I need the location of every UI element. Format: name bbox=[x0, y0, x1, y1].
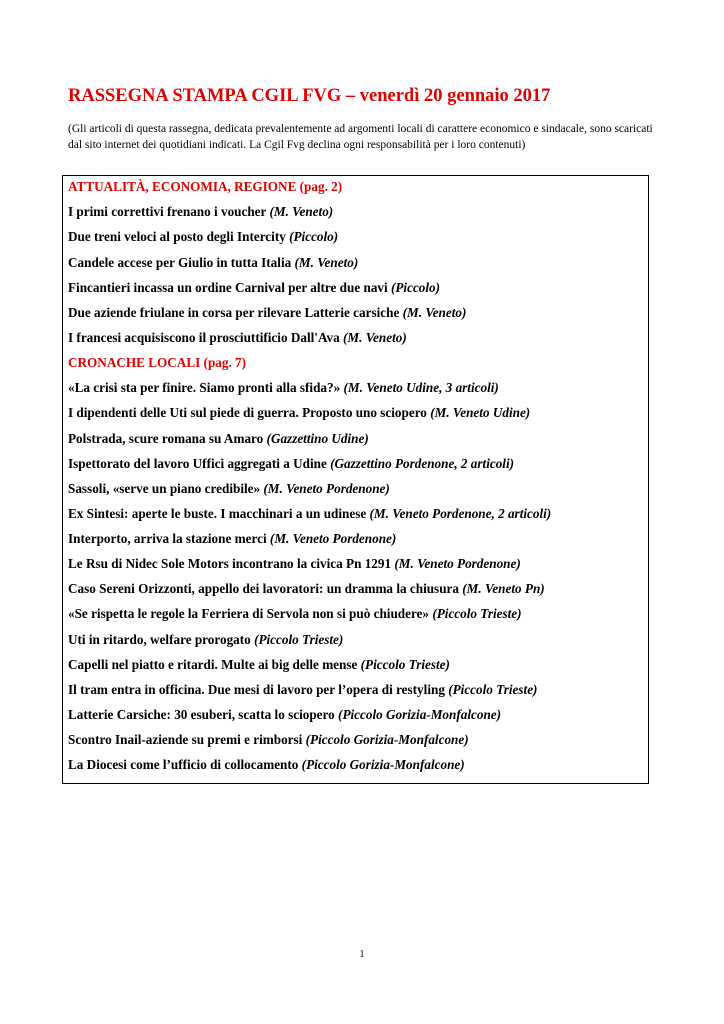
index-item bbox=[68, 431, 369, 447]
index-item bbox=[68, 657, 450, 673]
index-item bbox=[68, 380, 499, 396]
index-item bbox=[68, 255, 358, 271]
headline: Capelli nel piatto e ritardi. Multe ai big delle mense bbox=[68, 657, 361, 672]
source: (Piccolo Trieste) bbox=[432, 606, 522, 621]
source: (M. Veneto Pordenone, 2 articoli) bbox=[369, 506, 552, 521]
source: (Piccolo Gorizia-Monfalcone) bbox=[305, 732, 469, 747]
source: (M. Veneto) bbox=[342, 330, 407, 345]
section-heading-cronache: CRONACHE LOCALI (pag. 7) bbox=[68, 355, 247, 370]
source: (Gazzettino Pordenone, 2 articoli) bbox=[330, 456, 515, 471]
headline: Uti in ritardo, welfare prorogato bbox=[68, 632, 255, 647]
page-number: 1 bbox=[359, 949, 365, 960]
source: (M. Veneto Pordenone) bbox=[269, 531, 397, 546]
headline: Il tram entra in officina. Due mesi di lavoro per l’opera di restyling bbox=[68, 682, 449, 697]
index-item bbox=[68, 305, 466, 321]
headline: «Se rispetta le regole la Ferriera di Servola non si può chiudere» bbox=[68, 606, 433, 621]
headline: Due aziende friulane in corsa per rilevare Latterie carsiche bbox=[68, 305, 403, 320]
index-item bbox=[68, 682, 537, 698]
headline: I primi correttivi frenano i voucher bbox=[68, 204, 270, 219]
index-item bbox=[68, 456, 514, 472]
source: (M. Veneto Udine, 3 articoli) bbox=[343, 380, 499, 395]
index-item bbox=[68, 707, 501, 723]
headline: Scontro Inail-aziende su premi e rimborsi bbox=[68, 732, 306, 747]
index-item bbox=[68, 481, 390, 497]
headline: «La crisi sta per finire. Siamo pronti alla sfida?» bbox=[68, 380, 344, 395]
headline: Latterie Carsiche: 30 esuberi, scatta lo sciopero bbox=[68, 707, 339, 722]
index-item bbox=[68, 330, 407, 346]
headline: La Diocesi come l’ufficio di collocamento bbox=[68, 757, 302, 772]
page-title: RASSEGNA STAMPA CGIL FVG – venerdì 20 gennaio 2017 bbox=[68, 86, 551, 106]
headline: Caso Sereni Orizzonti, appello dei lavoratori: un dramma la chiusura bbox=[68, 581, 463, 596]
source: (M. Veneto) bbox=[402, 305, 467, 320]
headline: Polstrada, scure romana su Amaro bbox=[68, 431, 267, 446]
headline: Candele accese per Giulio in tutta Italia bbox=[68, 255, 295, 270]
index-item bbox=[68, 581, 545, 597]
source: (Piccolo Gorizia-Monfalcone) bbox=[338, 707, 502, 722]
index-item bbox=[68, 204, 333, 220]
section-heading-attualita: ATTUALITÀ, ECONOMIA, REGIONE (pag. 2) bbox=[68, 179, 343, 194]
index-item bbox=[68, 531, 396, 547]
headline: Ex Sintesi: aperte le buste. I macchinari a un udinese bbox=[68, 506, 370, 521]
index-item bbox=[68, 556, 521, 572]
headline: Le Rsu di Nidec Sole Motors incontrano la civica Pn 1291 bbox=[68, 556, 395, 571]
source: (Piccolo Trieste) bbox=[360, 657, 450, 672]
source: (M. Veneto) bbox=[269, 204, 334, 219]
source: (Piccolo Trieste) bbox=[254, 632, 344, 647]
index-item bbox=[68, 229, 338, 245]
source: (Piccolo Trieste) bbox=[448, 682, 538, 697]
headline: Interporto, arriva la stazione merci bbox=[68, 531, 270, 546]
source: (M. Veneto Pn) bbox=[462, 581, 545, 596]
headline: Ispettorato del lavoro Uffici aggregati a Udine bbox=[68, 456, 331, 471]
source: (Piccolo) bbox=[390, 280, 441, 295]
headline: Sassoli, «serve un piano credibile» bbox=[68, 481, 264, 496]
index-item bbox=[68, 606, 522, 622]
headline: Fincantieri incassa un ordine Carnival per altre due navi bbox=[68, 280, 391, 295]
source: (M. Veneto) bbox=[294, 255, 359, 270]
source: (Gazzettino Udine) bbox=[266, 431, 369, 446]
source: (Piccolo Gorizia-Monfalcone) bbox=[301, 757, 465, 772]
source: (M. Veneto Udine) bbox=[430, 405, 531, 420]
index-item bbox=[68, 506, 551, 522]
source: (Piccolo) bbox=[289, 229, 339, 244]
headline: I francesi acquisiscono il prosciuttificio Dall'Ava bbox=[68, 330, 343, 345]
headline: Due treni veloci al posto degli Intercity bbox=[68, 229, 290, 244]
index-item bbox=[68, 405, 530, 421]
index-item bbox=[68, 280, 440, 296]
intro-note: (Gli articoli di questa rassegna, dedicata prevalentemente ad argomenti locali di carattere economico e sindacale, sono scaricati dal sito internet dei quotidiani indicati. La Cgil Fvg declina ogni responsabilità per i loro contenuti) bbox=[68, 123, 653, 151]
index-item bbox=[68, 632, 343, 648]
index-item bbox=[68, 732, 469, 748]
headline: I dipendenti delle Uti sul piede di guerra. Proposto uno sciopero bbox=[68, 405, 431, 420]
source: (M. Veneto Pordenone) bbox=[263, 481, 390, 496]
index-item bbox=[68, 757, 465, 773]
source: (M. Veneto Pordenone) bbox=[394, 556, 521, 571]
